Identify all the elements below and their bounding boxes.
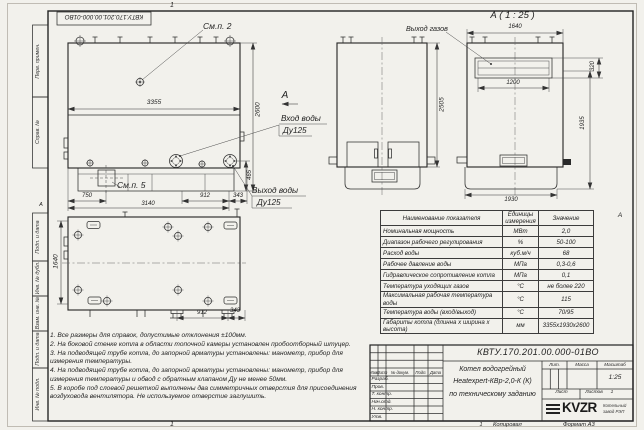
outlet-water-dn: Ду125 xyxy=(257,198,281,207)
dim-1930: 1930 xyxy=(504,197,518,203)
outlet-water-label: Выход воды xyxy=(252,186,299,195)
detail-a-title: А ( 1 : 25 ) xyxy=(490,10,535,21)
row-prov: Пров. xyxy=(371,384,385,390)
plan-view xyxy=(57,209,246,321)
margin-label-inv-dubl: Инв. № дубл. xyxy=(35,261,41,295)
table-row: Рабочее давление воды МПа 0,3-0,6 xyxy=(381,259,594,270)
dim-3355: 3355 xyxy=(146,99,162,106)
company-logo-icon xyxy=(546,404,560,416)
format-label: Формат А3 xyxy=(563,422,595,428)
bottom-zone-mark: 1 xyxy=(479,422,483,428)
spec-th-units: Единицы измерения xyxy=(503,211,539,226)
row-n-kontr: Н. контр. xyxy=(371,407,394,412)
table-row: Температура воды (вход/выход) °С 70/95 xyxy=(381,307,594,318)
col-podp: Подп. xyxy=(415,369,427,375)
margin-label-podp-data-2: Подп. и дата xyxy=(35,332,41,366)
spec-table-header-row xyxy=(381,211,594,226)
col-dokum: № докум. xyxy=(390,369,410,375)
row-nach-otd: Нач.отд. xyxy=(371,399,392,405)
company-logo-subtext: Котельный завод РЭП xyxy=(603,403,627,414)
col-data: Дата xyxy=(429,369,442,375)
front-view xyxy=(329,37,440,196)
table-row: Габариты котла (длинна х ширина х высота) мм 3355х1930х2600 xyxy=(381,318,594,333)
dim-1935: 1935 xyxy=(580,116,586,130)
dim-343-plan: 343 xyxy=(229,308,240,314)
margin-label-inv-podl: Инв. № подл. xyxy=(35,377,41,411)
scale-value: 1:25 xyxy=(608,374,622,381)
lit-label: Лит. xyxy=(549,362,560,367)
sheet-label: Лист xyxy=(555,390,568,395)
dim-320: 320 xyxy=(590,61,596,72)
fold-mark-bottom: 1 xyxy=(170,421,174,428)
row-t-kontr: Т. контр. xyxy=(371,392,393,397)
margin-label-sprav: Справ. № xyxy=(35,119,41,145)
dim-343-side: 343 xyxy=(232,193,243,199)
section-letter-a: А xyxy=(281,90,289,101)
note-item: 3. На подводящей трубе котла, до запорной арматуры установлены: манометр, прибор для измерения температуры. xyxy=(50,349,343,366)
table-row: Диапазон рабочего регулирования % 50-100 xyxy=(381,237,594,248)
inlet-water-label: Вход воды xyxy=(281,114,321,123)
table-row: Номинальная мощность МВт 2,0 xyxy=(381,226,594,237)
product-name-line3: по техническому заданию xyxy=(449,390,536,398)
scale-label: Масштаб xyxy=(604,362,626,367)
title-block-doc-number: КВТУ.170.201.00.000-01ВО xyxy=(477,347,599,357)
title-block-name xyxy=(444,364,541,401)
dim-912-plan: 912 xyxy=(196,310,207,316)
zone-letter-left: А xyxy=(39,202,43,208)
dim-912-side: 912 xyxy=(199,193,210,199)
dim-2600: 2600 xyxy=(254,102,262,117)
margin-label-vzam-inv: Взам. инв. № xyxy=(35,296,41,330)
fold-mark-top: 1 xyxy=(170,2,174,9)
callout-see-item-2: См.п. 2 xyxy=(203,21,232,31)
dim-465: 465 xyxy=(247,170,253,181)
table-row: Максимальная рабочая температура воды °С 115 xyxy=(381,292,594,307)
copied-label: Копировал xyxy=(493,422,522,428)
note-item: 1. Все размеры для справок, допустимые отклонения ±100мм. xyxy=(50,332,247,339)
callout-see-item-5: См.п. 5 xyxy=(117,180,146,190)
spec-th-name: Наименование показателя xyxy=(381,211,503,226)
stamp-doc-number: КВТУ.170.201.00.000-01ВО xyxy=(64,13,144,20)
note-item: 4. На подводящей трубе котла, до запорной арматуры установлены: манометр, прибор для измерения температуры и обвод с обратным клапаном Ду не менее 50мм. xyxy=(50,367,343,383)
inlet-water-dn: Ду125 xyxy=(283,126,307,135)
sheets-label: Листов xyxy=(585,390,603,395)
dim-3140: 3140 xyxy=(141,201,155,207)
dim-1640-plan: 1640 xyxy=(52,254,60,269)
table-row: Температура уходящих газов °С не более 220 xyxy=(381,281,594,292)
notes-block xyxy=(50,332,366,402)
spec-th-value: Значение xyxy=(539,211,594,226)
row-razrab: Разраб. xyxy=(371,377,389,382)
sheets-value: 1 xyxy=(610,390,614,395)
product-name-line1: Котел водогрейный xyxy=(459,366,526,373)
table-row: Расход воды куб.м/ч 68 xyxy=(381,248,594,259)
zone-letter-right: А xyxy=(617,212,623,219)
table-row: Гидравлическое сопротивление котла МПа 0,1 xyxy=(381,270,594,281)
company-logo-text: KVZR xyxy=(562,400,597,415)
col-list: Лист xyxy=(376,369,388,375)
product-name-line2: Heatexpert-КВр-2,0-К (К) xyxy=(453,378,532,386)
dim-2505: 2505 xyxy=(438,97,446,112)
dim-750: 750 xyxy=(81,193,92,199)
margin-label-podp-data-1: Подп. и дата xyxy=(35,220,41,254)
row-utv: Утв. xyxy=(371,414,383,420)
dim-1640-top: 1640 xyxy=(508,24,522,30)
spec-table xyxy=(380,210,594,334)
margin-label-perv-primen: Перв. примен. xyxy=(35,43,41,79)
mass-label: Масса xyxy=(575,362,589,367)
note-item: 2. На боковой стенке котла в области топочной камеры установлен пробоотборный штуцер. xyxy=(50,340,351,348)
dim-1200: 1200 xyxy=(506,80,520,86)
col-izm: Изм. xyxy=(369,369,379,375)
gas-outlet-label: Выход газов xyxy=(406,24,448,33)
note-item: 5. В коробе под слоевой решеткой выполнены два симметричных отверстия для присоединения воздуховода вентилятора. Не используемое отверстие заглушить. xyxy=(50,384,357,401)
